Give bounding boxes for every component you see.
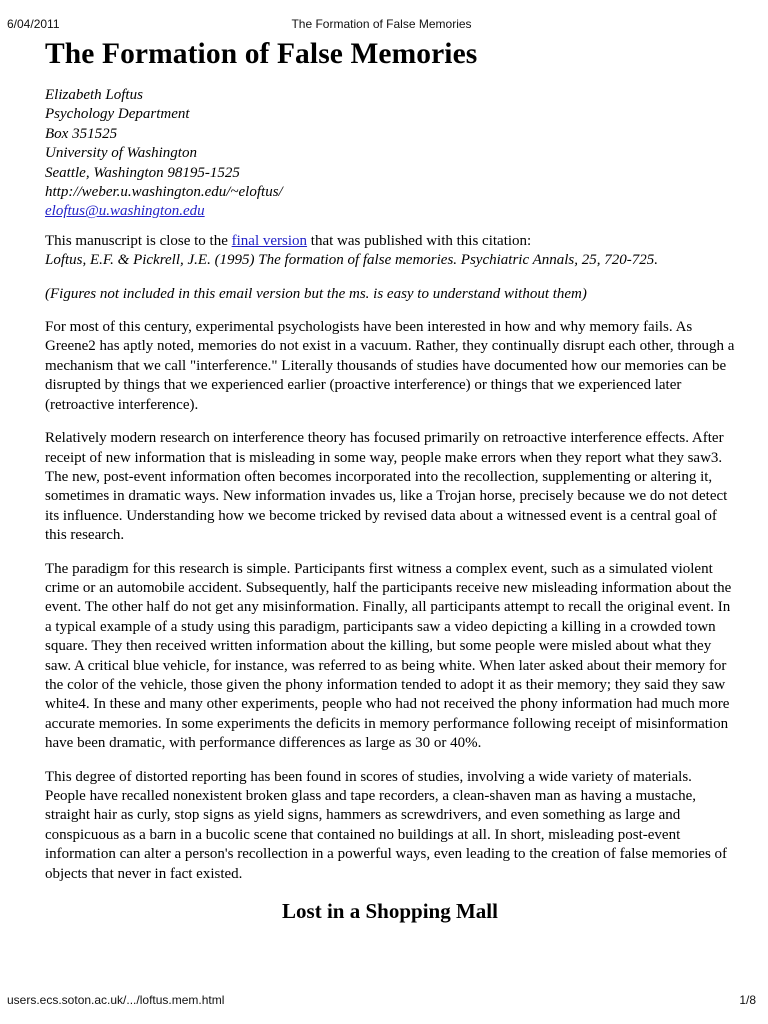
paragraph: The paradigm for this research is simple. Participants first witness a complex event, such as a simulated violent crime or an automobile accident. Subsequently, half the participants receive new misleading information about the event. The other half do not get any misinformation. Finally, all participants attempt to recall the original event. In a typical example of a study using this paradigm, participants saw a video depicting a killing in a crowded town square. They then received written information about the killing, but some people were misled about what they saw. A critical blue vehicle, for instance, was referred to as being white. When later asked about their memory for the color of the vehicle, those given the phony information tended to adopt it as their memory; they said they saw white4. In these and many other experiments, people who had not received the phony information had much more accurate memories. In some experiments the deficits in memory performance following receipt of misinformation have been dramatic, with performance differences as large as 30 or 40%. — [45, 560, 732, 752]
paragraph: For most of this century, experimental psychologists have been interested in how and why memory fails. As Greene2 has aptly noted, memories do not exist in a vacuum. Rather, they continually disrupt each other, through a mechanism that we call "interference." Literally thousands of studies have documented how our memories can be disrupted by things that we experienced earlier (proactive interference) or things that we experienced later (retroactive interference). — [45, 319, 735, 413]
page-number: 1/8 — [739, 993, 756, 1007]
manuscript-note-text-end: that was published with this citation: — [307, 232, 532, 249]
print-footer — [7, 993, 756, 1009]
footer-url: users.ecs.soton.ac.uk/.../loftus.mem.html — [7, 993, 225, 1007]
document-body — [45, 36, 735, 924]
print-date: 6/04/2011 — [7, 17, 60, 31]
manuscript-note-text: This manuscript is close to the — [45, 232, 232, 249]
print-header — [7, 17, 756, 33]
author-email-link[interactable]: eloftus@u.washington.edu — [45, 203, 205, 220]
author-box: Box 351525 — [45, 125, 118, 142]
manuscript-note — [45, 232, 735, 251]
author-city: Seattle, Washington 98195-1525 — [45, 164, 240, 181]
paragraph: Relatively modern research on interference theory has focused primarily on retroactive interference effects. After receipt of new information that is misleading in some way, people make errors when they report what they saw3. The new, post-event information often becomes incorporated into the recollection, supplementing or altering it, sometimes in dramatic ways. New information invades us, like a Trojan horse, precisely because we do not detect its influence. Understanding how we become tricked by revised data about a witnessed event is a central goal of this research. — [45, 430, 728, 544]
author-block — [45, 86, 735, 222]
page-title: The Formation of False Memories — [45, 38, 478, 70]
print-header-title: The Formation of False Memories — [291, 17, 472, 31]
author-university: University of Washington — [45, 145, 197, 162]
author-website: http://weber.u.washington.edu/~eloftus/ — [45, 184, 283, 201]
citation: Loftus, E.F. & Pickrell, J.E. (1995) The formation of false memories. Psychiatric Annals, 25, 720-725. — [45, 252, 659, 269]
figures-note: (Figures not included in this email version but the ms. is easy to understand without them) — [45, 285, 587, 302]
author-name: Elizabeth Loftus — [45, 87, 143, 103]
author-department: Psychology Department — [45, 106, 190, 123]
paragraph: This degree of distorted reporting has been found in scores of studies, involving a wide variety of materials. People have recalled nonexistent broken glass and tape recorders, a clean-shaven man as having a mustache, straight hair as curly, stop signs as yield signs, hammers as screwdrivers, and even something as large and conspicuous as a barn in a bucolic scene that contained no buildings at all. In short, misleading post-event information can alter a person's recollection in a powerful ways, even leading to the creation of false memories of objects that never in fact existed. — [45, 768, 728, 882]
final-version-link[interactable]: final version — [231, 232, 308, 249]
section-heading: Lost in a Shopping Mall — [282, 899, 498, 924]
